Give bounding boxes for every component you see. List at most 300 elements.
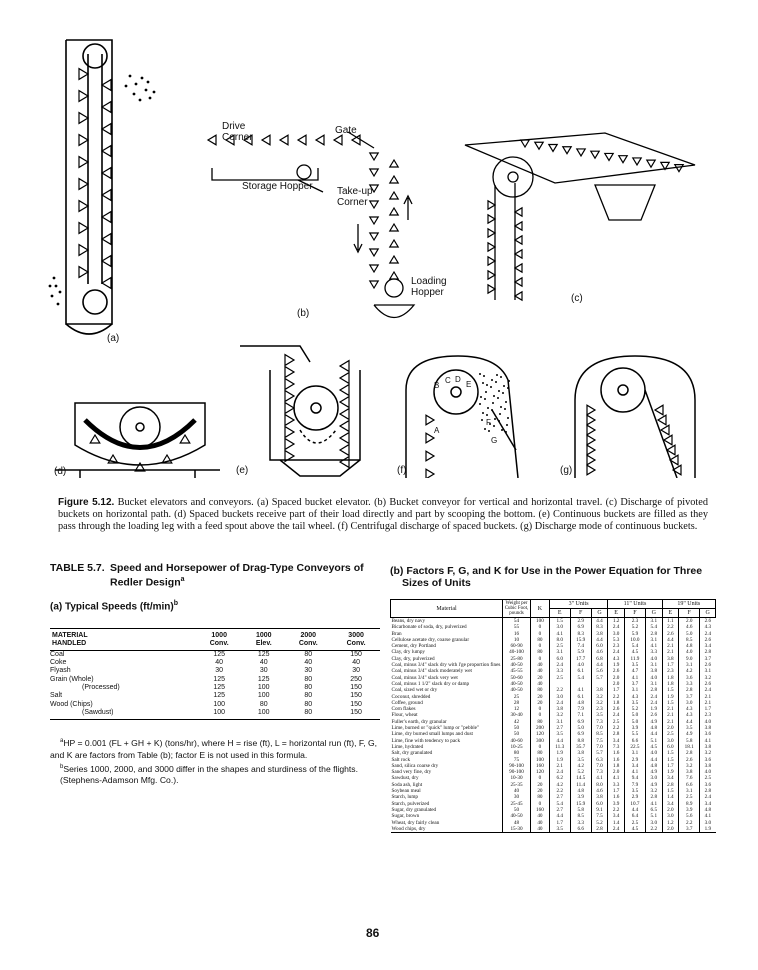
- factor-cell: 8.3: [570, 631, 591, 637]
- factor-cell: 0: [531, 712, 550, 718]
- bucket-shape: [488, 243, 495, 251]
- speed-cell: 125: [213, 684, 226, 692]
- bucket-shape: [340, 445, 349, 456]
- factor-cell: 3.0: [608, 631, 625, 637]
- factor-cell: 10-30: [503, 775, 531, 781]
- figure-label-b: (b): [297, 308, 310, 319]
- factor-cell: 7.0: [591, 725, 608, 731]
- material-particle: [503, 385, 505, 387]
- factor-cell: 18.1: [679, 744, 700, 750]
- factor-cell: 2.5: [608, 719, 625, 725]
- figure-label-e: (e): [236, 465, 249, 476]
- factor-cell: 2.4: [608, 826, 625, 833]
- factor-cell: 90-100: [503, 769, 531, 775]
- factor-cell: 3.8: [700, 725, 716, 731]
- factor-cell: 2.6: [646, 712, 663, 718]
- figure-label-d: (d): [54, 466, 67, 477]
- speed-cell: 125: [257, 675, 270, 683]
- bucket-shape: [370, 169, 378, 176]
- factor-cell: 2.3: [662, 668, 679, 674]
- bucket-shape: [370, 153, 378, 160]
- bucket-shape: [370, 249, 378, 256]
- bucket-shape: [390, 160, 398, 167]
- table-row: [50, 692, 380, 700]
- factor-cell: 4.1: [549, 631, 570, 637]
- bucket-shape: [426, 415, 434, 425]
- factor-cell: 40: [531, 681, 550, 687]
- factor-cell: 7.6: [679, 775, 700, 781]
- factor-cell: 4.4: [624, 807, 645, 813]
- factor-cell: 3.4: [662, 801, 679, 807]
- factor-cell: 5.9: [624, 631, 645, 637]
- factor-cell: 4.8: [646, 725, 663, 731]
- factor-cell: 3.0: [679, 700, 700, 706]
- factor-cell: 50-60: [503, 675, 531, 681]
- factor-cell: 25: [503, 694, 531, 700]
- speed-cell: 100: [243, 709, 284, 720]
- factor-cell: 80: [531, 637, 550, 643]
- factor-cell: 5.2: [624, 706, 645, 712]
- bucket-shape: [340, 457, 349, 468]
- material-cell: (Processed): [82, 684, 120, 692]
- factor-cell: 100: [531, 618, 550, 625]
- factor-cell: 16: [503, 631, 531, 637]
- factor-cell: 10.7: [624, 801, 645, 807]
- speed-cell: 125: [257, 650, 270, 658]
- factor-cell: 2.8: [646, 631, 663, 637]
- factor-cell: 5.2: [570, 769, 591, 775]
- bucket-shape: [79, 267, 88, 278]
- factor-cell: 3.6: [679, 675, 700, 681]
- factor-cell: 1.7: [549, 820, 570, 826]
- factor-cell: 2.8: [646, 794, 663, 800]
- factor-cell: 3.2: [591, 694, 608, 700]
- material-particle: [499, 413, 501, 415]
- factor-cell: 2.9: [570, 618, 591, 625]
- factor-cell: 300: [531, 738, 550, 744]
- factor-cell: 5.2: [624, 624, 645, 630]
- factor-cell: 2.0: [608, 681, 625, 687]
- material-cell: Lime, burned or "quick" lump or "pebble": [391, 725, 480, 732]
- factor-cell: 2.8: [700, 649, 716, 655]
- figure-e-continuous-buckets-loading: [240, 330, 380, 480]
- speed-cell: 80: [304, 684, 313, 692]
- factor-cell: 20: [531, 675, 550, 681]
- figure-c-pivoted-bucket-discharge: [455, 125, 705, 310]
- factor-cell: 2.6: [700, 618, 716, 625]
- factor-cell: 1.7: [608, 687, 625, 693]
- factor-cell: 3.7: [700, 656, 716, 662]
- material-cell: Soda ash, light: [391, 781, 423, 788]
- factor-cell: 1.7: [662, 763, 679, 769]
- material-particle: [490, 386, 492, 388]
- factor-cell: 4.0: [679, 649, 700, 655]
- bucket-shape: [285, 355, 294, 366]
- factor-cell: 2.0: [662, 725, 679, 731]
- speed-cell: 30: [259, 667, 268, 675]
- bucket-shape: [587, 405, 595, 415]
- bucket-shape: [79, 113, 88, 124]
- speed-cell: 30: [304, 667, 313, 675]
- factor-cell: 1.9: [700, 826, 716, 833]
- col-header-1000-conv: 1000 Conv.: [195, 628, 243, 650]
- factor-cell: 3.8: [679, 769, 700, 775]
- factor-cell: 3.1: [700, 668, 716, 674]
- bucket-shape: [370, 281, 378, 288]
- bucket-shape: [370, 217, 378, 224]
- bucket-shape: [390, 224, 398, 231]
- table-title-note: a: [180, 576, 185, 583]
- factor-cell: 9.4: [624, 775, 645, 781]
- factor-cell: 4.1: [570, 687, 591, 693]
- material-particle: [488, 430, 490, 432]
- factor-cell: 6.0: [662, 744, 679, 750]
- factor-cell: 3.8: [662, 656, 679, 662]
- table-a-subtitle: (a) Typical Speeds $(ft/\min)^b$: [50, 599, 179, 612]
- table-5-7: [50, 562, 380, 787]
- factor-cell: 2.7: [549, 725, 570, 731]
- factor-cell: 3.7: [679, 694, 700, 700]
- bucket-shape: [488, 271, 495, 279]
- factor-cell: 2.5: [662, 731, 679, 737]
- figure-g-continuous-bucket-discharge: [565, 350, 715, 478]
- material-particle: [482, 382, 484, 384]
- factors-body: [391, 618, 716, 833]
- factor-cell: 75: [503, 757, 531, 763]
- sub-f-3: F: [570, 609, 591, 618]
- bucket-shape: [102, 278, 111, 289]
- factor-cell: 6.5: [646, 807, 663, 813]
- table-title-line1: Speed and Horsepower of Drag-Type Conveyors of: [110, 562, 364, 574]
- factor-cell: 2.1: [662, 643, 679, 649]
- factor-cell: 80: [531, 719, 550, 725]
- factor-cell: 4.0: [570, 662, 591, 668]
- factor-cell: 1.8: [608, 700, 625, 706]
- col-header-k: K: [531, 600, 550, 618]
- label-gate: Gate: [335, 125, 357, 136]
- factor-cell: 2.8: [662, 782, 679, 788]
- factor-cell: 2.5: [679, 794, 700, 800]
- factor-cell: 7.3: [608, 744, 625, 750]
- speed-cell: 150: [350, 684, 362, 692]
- factor-cell: 2.6: [700, 681, 716, 687]
- factor-cell: 3.3: [646, 649, 663, 655]
- factor-cell: 5.0: [624, 712, 645, 718]
- factor-cell: 2.4: [700, 631, 716, 637]
- factor-cell: 5.1: [646, 813, 663, 819]
- bucket-shape: [587, 435, 595, 445]
- factor-cell: 14.5: [570, 775, 591, 781]
- figure-caption: [58, 497, 708, 534]
- factor-cell: 4.4: [646, 757, 663, 763]
- material-particle: [491, 379, 493, 381]
- factor-cell: 7.3: [591, 719, 608, 725]
- factor-cell: 11.9: [624, 656, 645, 662]
- factor-cell: 6.9: [570, 731, 591, 737]
- factor-cell: 1.6: [608, 794, 625, 800]
- material-cell: Coal, minus 3/4" slack dry with l'ge proportion fines: [391, 662, 501, 669]
- factor-cell: 3.1: [549, 719, 570, 725]
- bucket-shape: [515, 222, 522, 230]
- factor-cell: 4.3: [679, 706, 700, 712]
- bucket-shape: [563, 147, 571, 154]
- factor-cell: 3.1: [549, 649, 570, 655]
- factor-cell: 2.2: [662, 624, 679, 630]
- material-cell: Beans, dry navy: [391, 618, 426, 624]
- bucket-shape: [79, 69, 88, 80]
- factor-cell: 1.7: [700, 706, 716, 712]
- factor-cell: 45-55: [503, 668, 531, 674]
- factor-cell: 40-50: [503, 687, 531, 693]
- material-cell: Coal, sized wet or dry: [391, 687, 438, 694]
- factor-cell: 0: [531, 706, 550, 712]
- bucket-shape: [102, 80, 111, 91]
- table-row: [50, 667, 380, 675]
- wheel-letter-g: G: [491, 436, 498, 445]
- col-header-3000-conv: 3000 Conv.: [332, 628, 380, 650]
- factor-cell: 2.0: [608, 769, 625, 775]
- factor-cell: 7.5: [591, 738, 608, 744]
- factor-cell: 40: [503, 788, 531, 794]
- factor-cell: 28: [503, 700, 531, 706]
- factor-cell: 3.8: [591, 687, 608, 693]
- factor-cell: 4.1: [700, 738, 716, 744]
- material-cell: Wheat, dry fairly clean: [391, 819, 440, 826]
- factor-cell: 10-25: [503, 744, 531, 750]
- factor-cell: 3.2: [549, 712, 570, 718]
- factor-cell: 3.5: [624, 662, 645, 668]
- bucket-shape: [515, 208, 522, 216]
- factor-cell: 8.0: [591, 782, 608, 788]
- factor-cell: 3.2: [700, 675, 716, 681]
- factor-cell: 30: [503, 794, 531, 800]
- wheel-letter-f: F: [486, 418, 491, 427]
- bucket-shape: [340, 421, 349, 432]
- material-particle: [505, 401, 507, 403]
- bucket-shape: [515, 292, 522, 300]
- material-cell: Flyash: [50, 667, 71, 675]
- bucket-shape: [340, 397, 349, 408]
- factor-cell: 0: [531, 801, 550, 807]
- factor-cell: 90-100: [503, 763, 531, 769]
- speed-cell: 80: [284, 709, 332, 720]
- factor-cell: 8.9: [679, 801, 700, 807]
- factor-cell: 3.8: [700, 744, 716, 750]
- speed-cell: 80: [304, 675, 313, 683]
- bucket-shape: [285, 367, 294, 378]
- factor-cell: 1.5: [662, 788, 679, 794]
- bucket-shape: [79, 223, 88, 234]
- factor-cell: 3.8: [591, 631, 608, 637]
- factor-cell: 2.2: [608, 807, 625, 813]
- speed-cell: 100: [257, 684, 270, 692]
- speed-cell: 150: [332, 709, 380, 720]
- factor-cell: 3.4: [624, 763, 645, 769]
- factor-cell: 7.5: [591, 813, 608, 819]
- factor-cell: 4.9: [679, 731, 700, 737]
- factor-cell: 3.0: [662, 813, 679, 819]
- material-cell: Fuller's earth, dry granular: [391, 718, 447, 725]
- factor-cell: 1.4: [608, 820, 625, 826]
- factor-cell: 6.0: [549, 656, 570, 662]
- factor-cell: 8.8: [570, 738, 591, 744]
- factor-cell: 1.8: [608, 763, 625, 769]
- factor-cell: 120: [531, 769, 550, 775]
- factors-table: [390, 599, 716, 833]
- factor-cell: 2.2: [549, 687, 570, 693]
- factor-cell: 1.9: [549, 750, 570, 756]
- material-cell: Soybean meal: [391, 788, 421, 795]
- factor-cell: 4.2: [570, 763, 591, 769]
- material-particle: [483, 375, 485, 377]
- factor-cell: 4.1: [646, 643, 663, 649]
- factor-cell: 2.6: [679, 757, 700, 763]
- factor-cell: 4.4: [646, 731, 663, 737]
- factor-cell: 2.8: [608, 731, 625, 737]
- factor-cell: 4.1: [700, 813, 716, 819]
- factor-cell: 80: [531, 750, 550, 756]
- material-particle: [498, 390, 500, 392]
- wheel-letter-d: D: [455, 375, 461, 384]
- bucket-shape: [488, 285, 495, 293]
- factor-cell: 5.8: [679, 738, 700, 744]
- sub-g-11: G: [646, 609, 663, 618]
- col-header-1000-elev: 1000 Elev.: [243, 628, 284, 650]
- material-cell: Sugar, brown: [391, 813, 420, 820]
- bucket-shape: [390, 240, 398, 247]
- material-particle: [491, 409, 493, 411]
- material-cell: Coal: [50, 650, 65, 658]
- bucket-shape: [390, 176, 398, 183]
- material-particle: [485, 391, 487, 393]
- material-particle: [494, 418, 496, 420]
- speed-cell: 100: [195, 709, 243, 720]
- factor-cell: 2.3: [591, 706, 608, 712]
- speed-cell: 100: [213, 700, 226, 708]
- factor-cell: 80: [531, 687, 550, 693]
- bucket-shape: [90, 435, 100, 443]
- factor-cell: 6.1: [570, 694, 591, 700]
- bucket-shape: [661, 425, 669, 435]
- factor-cell: 40: [531, 662, 550, 668]
- material-particle: [480, 396, 482, 398]
- material-cell: Lime, hydrated: [391, 743, 424, 750]
- factor-cell: 4.7: [624, 668, 645, 674]
- caption-figure-number: Figure 5.12.: [58, 497, 115, 508]
- factor-cell: 42: [503, 719, 531, 725]
- factor-cell: 17.7: [570, 656, 591, 662]
- material-cell: Cement, dry Portland: [391, 643, 437, 650]
- factor-cell: 22.5: [624, 744, 645, 750]
- factor-cell: 3.1: [679, 662, 700, 668]
- material-cell: Wood chips, dry: [391, 825, 426, 832]
- factor-cell: 5.5: [624, 731, 645, 737]
- speed-cell: 80: [304, 650, 313, 658]
- table-row: [50, 684, 380, 692]
- factor-cell: 2.1: [662, 712, 679, 718]
- factor-cell: 2.2: [679, 820, 700, 826]
- bucket-shape: [587, 445, 595, 455]
- factors-table-section: [390, 565, 720, 833]
- material-particle: [498, 420, 500, 422]
- table-title-line2: Redler Design: [110, 576, 181, 589]
- factor-cell: 5.2: [591, 820, 608, 826]
- factor-cell: 2.1: [662, 719, 679, 725]
- material-particle: [486, 384, 488, 386]
- bucket-shape: [488, 215, 495, 223]
- bucket-shape: [390, 208, 398, 215]
- factor-cell: 2.1: [662, 649, 679, 655]
- factor-cell: 4.5: [624, 649, 645, 655]
- bucket-shape: [334, 135, 342, 145]
- factor-cell: 8.5: [570, 813, 591, 819]
- factor-cell: 4.4: [591, 637, 608, 643]
- factor-cell: 3.0: [549, 694, 570, 700]
- factor-cell: 2.6: [608, 668, 625, 674]
- material-particle: [502, 392, 504, 394]
- factor-cell: 11.3: [549, 744, 570, 750]
- factor-cell: 7.4: [570, 643, 591, 649]
- factor-cell: 6.9: [570, 624, 591, 630]
- material-particle: [507, 417, 509, 419]
- bucket-shape: [340, 433, 349, 444]
- bucket-shape: [79, 179, 88, 190]
- sub-f-19: F: [679, 609, 700, 618]
- bucket-shape: [647, 160, 655, 167]
- factor-cell: 3.0: [662, 738, 679, 744]
- factor-cell: 1.5: [662, 687, 679, 693]
- factor-cell: 2.5: [700, 775, 716, 781]
- factor-cell: 5.7: [591, 675, 608, 681]
- factor-cell: 3.8: [591, 794, 608, 800]
- factor-cell: 3.6: [700, 782, 716, 788]
- material-cell: Starch, pulverized: [391, 800, 430, 807]
- material-particle: [495, 381, 497, 383]
- material-cell: Flour, wheat: [391, 712, 418, 719]
- factor-cell: 5.8: [570, 807, 591, 813]
- bucket-shape: [208, 135, 216, 145]
- factor-cell: 3.0: [549, 624, 570, 630]
- factor-cell: 3.0: [646, 820, 663, 826]
- label-storage-hopper: Storage Hopper: [242, 181, 313, 192]
- factor-cell: 2.4: [608, 624, 625, 630]
- factor-cell: 2.4: [549, 700, 570, 706]
- factor-cell: 6.6: [624, 738, 645, 744]
- factor-cell: 5.1: [646, 738, 663, 744]
- factor-cell: 40-60: [503, 738, 531, 744]
- factor-cell: 3.4: [608, 813, 625, 819]
- bucket-shape: [79, 135, 88, 146]
- material-cell: Clay, dry lumpy: [391, 649, 426, 656]
- factor-cell: 1.8: [662, 681, 679, 687]
- factor-cell: 6.1: [570, 668, 591, 674]
- factor-cell: 25-35: [503, 782, 531, 788]
- factor-cell: 3.6: [700, 757, 716, 763]
- factor-cell: 2.4: [700, 687, 716, 693]
- factor-cell: 60-90: [503, 643, 531, 649]
- material-cell: Corn flakes: [391, 706, 416, 713]
- factor-cell: 4.4: [679, 719, 700, 725]
- factor-cell: 1.2: [608, 618, 625, 625]
- col-header-weight: Weight per Cubic Foot, pounds: [503, 600, 531, 618]
- factor-cell: 6.3: [591, 757, 608, 763]
- factor-cell: 2.2: [608, 725, 625, 731]
- bucket-shape: [285, 391, 294, 402]
- factor-cell: 2.4: [549, 769, 570, 775]
- speed-cell: 80: [304, 700, 313, 708]
- factor-cell: 3.2: [646, 788, 663, 794]
- factor-cell: 4.9: [646, 769, 663, 775]
